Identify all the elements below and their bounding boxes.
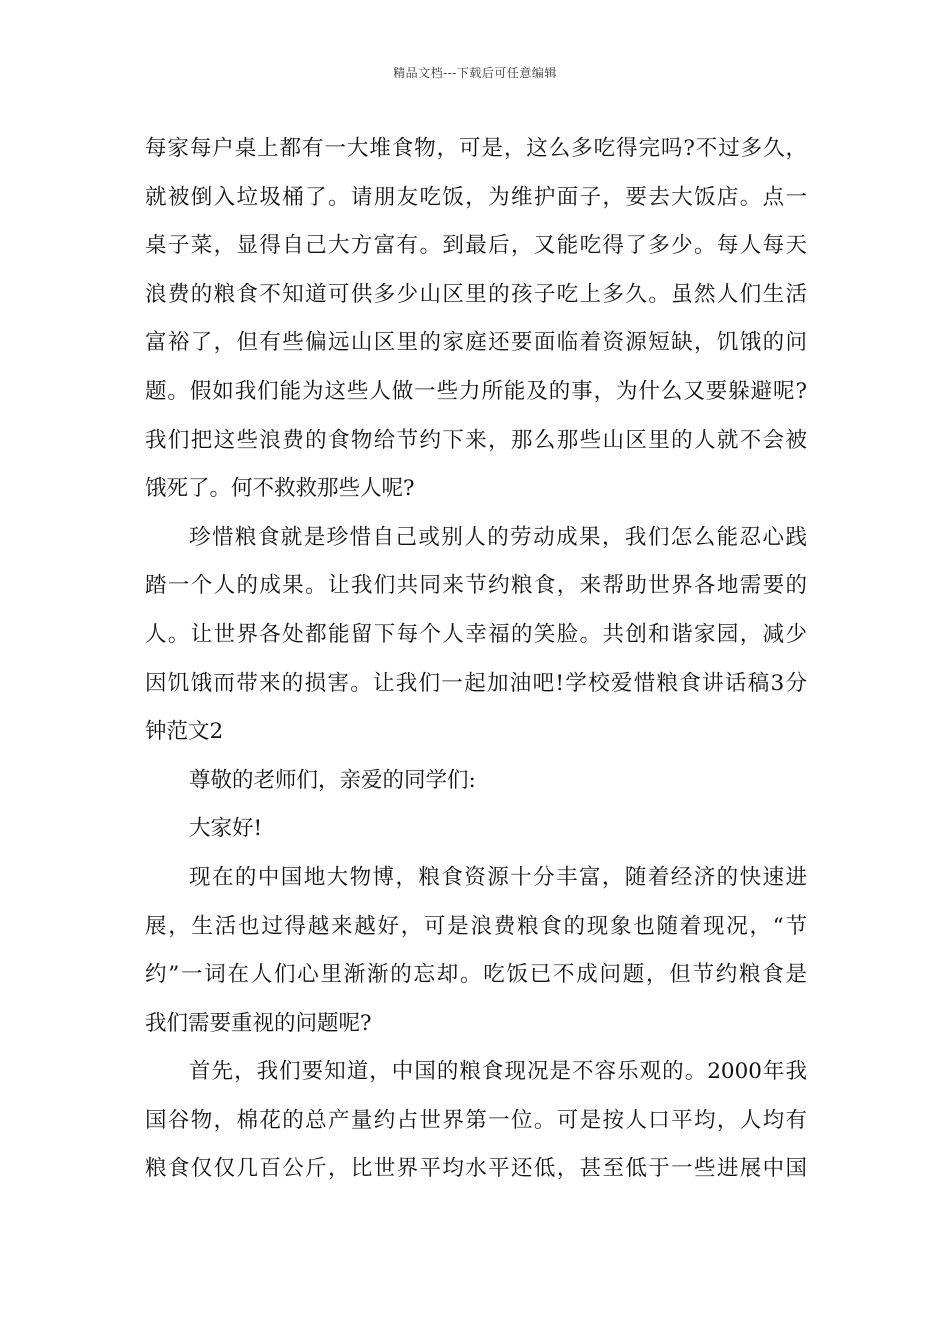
text-line: 就被倒入垃圾桶了。请朋友吃饭，为维护面子，要去大饭店。点一 xyxy=(145,184,807,210)
paragraph-start-line: 珍惜粮食就是珍惜自己或别人的劳动成果，我们怎么能忍心践 xyxy=(189,524,807,550)
text-line: 我们需要重视的问题呢? xyxy=(145,1010,372,1036)
text-line: 展，生活也过得越来越好，可是浪费粮食的现象也随着现况，“节 xyxy=(145,913,807,939)
text-line: 题。假如我们能为这些人做一些力所能及的事，为什么又要躲避呢? xyxy=(145,378,807,404)
salutation-line: 尊敬的老师们，亲爱的同学们: xyxy=(189,767,476,793)
text-line: 约”一词在人们心里渐渐的忘却。吃饭已不成问题，但节约粮食是 xyxy=(145,962,807,988)
text-line: 因饥饿而带来的损害。让我们一起加油吧!学校爱惜粮食讲话稿3分 xyxy=(145,670,807,696)
greeting-line: 大家好! xyxy=(189,816,263,842)
paragraph-start-line: 现在的中国地大物博，粮食资源十分丰富，随着经济的快速进 xyxy=(189,864,807,890)
text-line: 踏一个人的成果。让我们共同来节约粮食，来帮助世界各地需要的 xyxy=(145,573,807,599)
text-line: 每家每户桌上都有一大堆食物，可是，这么多吃得完吗?不过多久， xyxy=(145,136,807,161)
document-body xyxy=(145,125,807,1194)
text-line: 富裕了，但有些偏远山区里的家庭还要面临着资源短缺，饥饿的问 xyxy=(145,330,807,356)
text-line: 钟范文2 xyxy=(145,719,224,745)
text-line: 桌子菜，显得自己大方富有。到最后，又能吃得了多少。每人每天 xyxy=(145,233,807,259)
text-line: 粮食仅仅几百公斤，比世界平均水平还低，甚至低于一些进展中国 xyxy=(145,1156,807,1182)
paragraph-start-line: 首先，我们要知道，中国的粮食现况是不容乐观的。2000年我 xyxy=(189,1059,807,1085)
text-line: 人。让世界各处都能留下每个人幸福的笑脸。共创和谐家园，减少 xyxy=(145,621,807,647)
text-line: 我们把这些浪费的食物给节约下来，那么那些山区里的人就不会被 xyxy=(145,427,807,453)
text-line: 国谷物，棉花的总产量约占世界第一位。可是按人口平均，人均有 xyxy=(145,1107,807,1133)
text-line: 饿死了。何不救救那些人呢? xyxy=(145,476,415,502)
page-header: 精品文档---下载后可任意编辑 xyxy=(393,66,557,80)
text-line: 浪费的粮食不知道可供多少山区里的孩子吃上多久。虽然人们生活 xyxy=(145,281,807,307)
